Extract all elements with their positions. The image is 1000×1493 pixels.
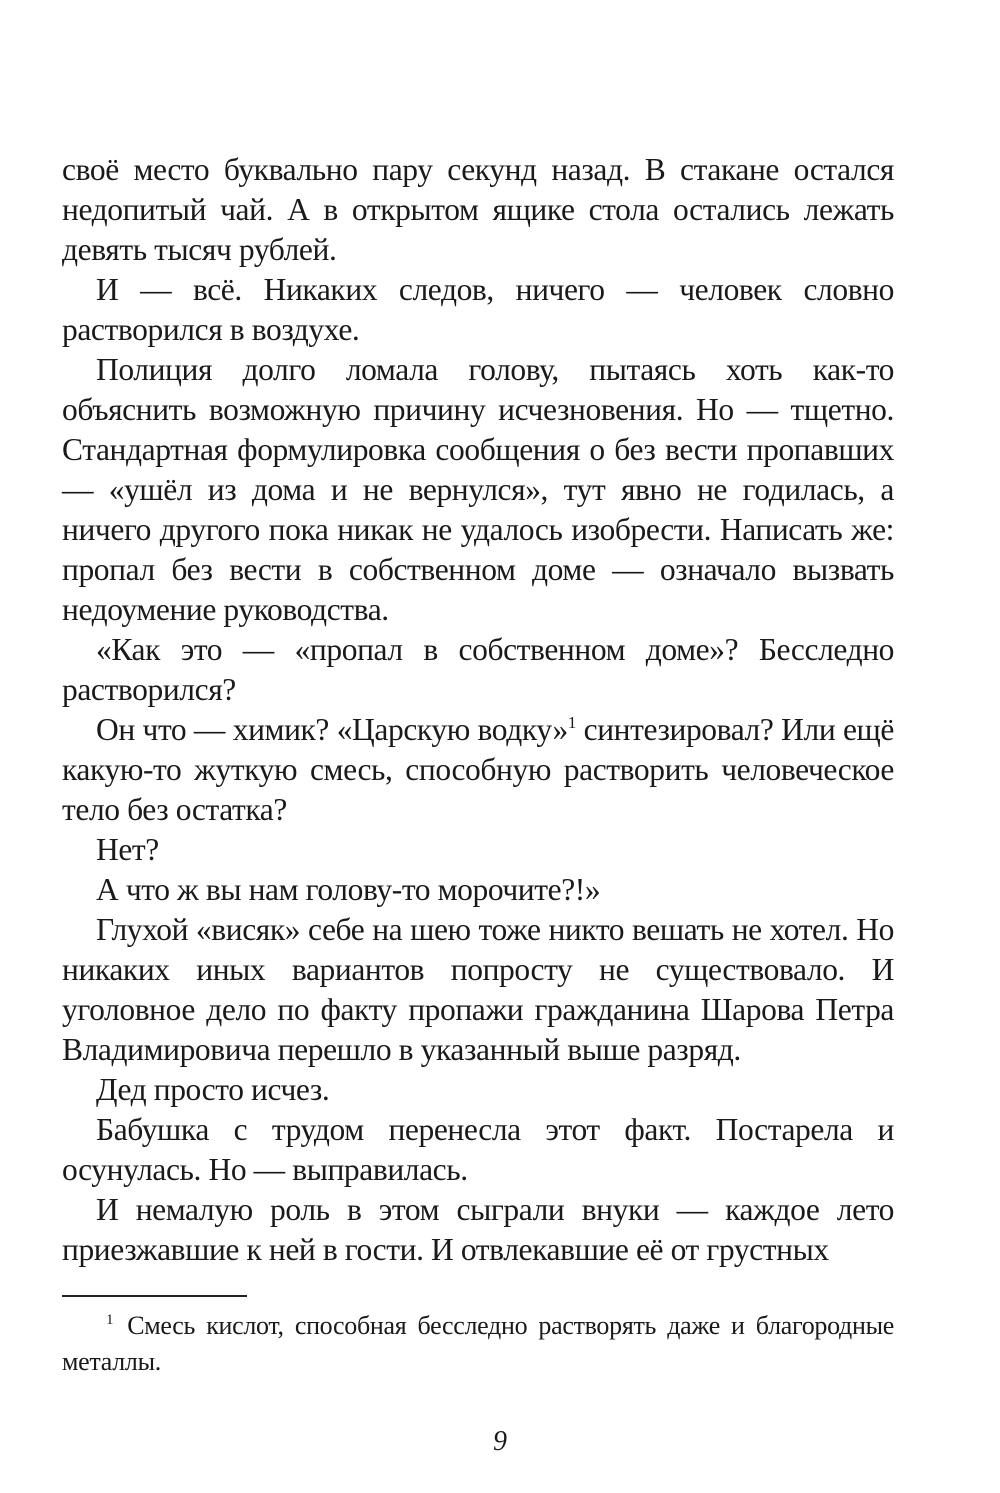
paragraph: Дед просто исчез. (96, 1072, 330, 1107)
paragraph: И немалую роль в этом сыграли внуки — каждое лето приезжавшие к ней в гости. И отвлекавшие её от грустных (62, 1192, 894, 1267)
footnote-divider (62, 1295, 247, 1297)
paragraph: И — всё. Никаких следов, ничего — человек словно растворился в воздухе. (62, 272, 894, 347)
paragraph: Нет? (96, 832, 159, 867)
page-number: 9 (493, 1426, 507, 1457)
footnote (62, 1308, 894, 1380)
paragraph: Полиция долго ломала голову, пытаясь хоть как-то объяснить возможную причину исчезновения. Но — тщетно. Стандартная формулировка сообщения о без вести пропавших — «ушёл из дома и не вернулся», тут явно не годилась, а ничего другого пока никак не удалось изобрести. Написать же: пропал без вести в собственном доме — означало вызвать недоумение руководства. (62, 352, 894, 627)
paragraph-with-footnote (62, 710, 894, 830)
page-body (62, 150, 894, 1270)
footnote-marker: 1 (106, 1312, 114, 1328)
paragraph: «Как это — «пропал в собственном доме»? Бесследно растворился? (62, 632, 894, 707)
paragraph: А что ж вы нам голову-то морочите?!» (96, 872, 601, 907)
footnote-reference: 1 (567, 713, 576, 732)
footnote-text: Смесь кислот, способная бесследно растворять даже и благородные металлы. (62, 1311, 894, 1376)
paragraph-text-before: Он что — химик? «Царскую водку» (96, 712, 568, 747)
paragraph-text-after: синтезировал? Или ещё какую-то жуткую смесь, способную растворить человеческое тело без остатка? (62, 712, 894, 827)
paragraph: Глухой «висяк» себе на шею тоже никто вешать не хотел. Но никаких иных вариантов попросту не существовало. И уголовное дело по факту пропажи гражданина Шарова Петра Владимировича перешло в указанный выше разряд. (62, 912, 894, 1067)
paragraph: своё место буквально пару секунд назад. В стакане остался недопитый чай. А в открытом ящике стола остались лежать девять тысяч рублей. (62, 152, 894, 267)
paragraph: Бабушка с трудом перенесла этот факт. Постарела и осунулась. Но — выправилась. (62, 1112, 894, 1187)
